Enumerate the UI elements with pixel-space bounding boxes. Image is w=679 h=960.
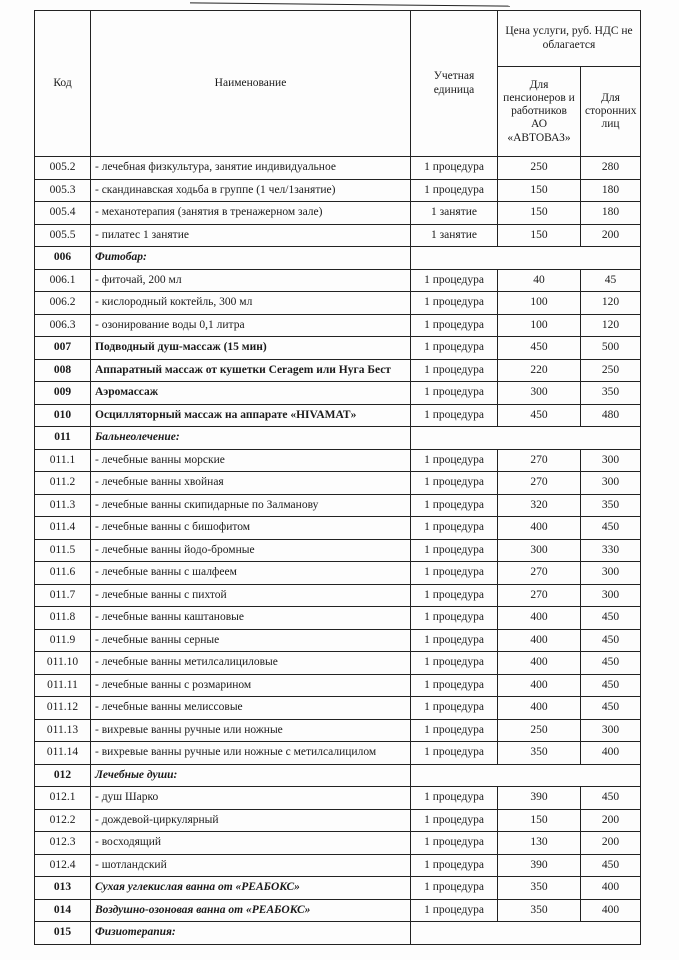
row-code: 011.4 [35,517,91,540]
table-row [35,179,641,202]
row-name: - лечебные ванны йодо-бромные [91,539,411,562]
row-price-employees: 400 [498,517,581,540]
table-row [35,899,641,922]
row-unit: 1 процедура [411,832,498,855]
row-code: 012.2 [35,809,91,832]
row-name: - лечебная физкультура, занятие индивидуальное [91,157,411,180]
row-price-employees: 350 [498,877,581,900]
row-price-employees: 150 [498,809,581,832]
table-row [35,719,641,742]
row-price-employees: 40 [498,269,581,292]
row-code: 006.3 [35,314,91,337]
row-code: 011.6 [35,562,91,585]
table-row [35,607,641,630]
row-code: 011.9 [35,629,91,652]
row-unit: 1 процедура [411,292,498,315]
row-unit: 1 процедура [411,539,498,562]
table-row [35,697,641,720]
row-price-employees: 350 [498,899,581,922]
row-price-employees: 100 [498,314,581,337]
row-price-others: 300 [581,449,641,472]
row-price-others: 180 [581,202,641,225]
row-unit: 1 процедура [411,517,498,540]
row-price-others: 480 [581,404,641,427]
row-price-others: 120 [581,314,641,337]
row-name: - лечебные ванны каштановые [91,607,411,630]
row-price-employees: 270 [498,562,581,585]
header-code: Код [35,11,91,157]
table-row [35,314,641,337]
row-name: - дождевой-циркулярный [91,809,411,832]
row-name: - вихревые ванны ручные или ножные с метилсалицилом [91,742,411,765]
row-price-employees: 320 [498,494,581,517]
row-code: 013 [35,877,91,900]
row-price-others: 250 [581,359,641,382]
row-name: - шотландский [91,854,411,877]
row-price-others: 450 [581,517,641,540]
header-price-group: Цена услуги, руб. НДС не облагается [498,11,641,67]
row-code: 011.7 [35,584,91,607]
row-price-employees: 300 [498,382,581,405]
row-name: - лечебные ванны скипидарные по Залманову [91,494,411,517]
row-name: - фиточай, 200 мл [91,269,411,292]
table-row [35,922,641,945]
row-price-employees: 350 [498,742,581,765]
row-price-others: 450 [581,674,641,697]
row-name: Физиотерапия: [91,922,411,945]
row-code: 005.3 [35,179,91,202]
row-unit: 1 процедура [411,494,498,517]
row-price-others: 400 [581,742,641,765]
row-price-employees: 390 [498,854,581,877]
row-unit: 1 процедура [411,719,498,742]
table-row [35,337,641,360]
row-price-others: 120 [581,292,641,315]
row-code: 011.3 [35,494,91,517]
row-price-others: 450 [581,854,641,877]
row-code: 007 [35,337,91,360]
row-price-employees: 390 [498,787,581,810]
row-name: Лечебные души: [91,764,411,787]
row-name: - лечебные ванны с пихтой [91,584,411,607]
row-price-others: 450 [581,629,641,652]
row-unit: 1 процедура [411,809,498,832]
row-code: 005.5 [35,224,91,247]
row-name: - восходящий [91,832,411,855]
row-unit: 1 процедура [411,584,498,607]
row-name: Бальнеолечение: [91,427,411,450]
table-row [35,404,641,427]
row-name: - лечебные ванны серные [91,629,411,652]
row-price-others: 500 [581,337,641,360]
row-empty-cell [411,247,641,270]
row-unit: 1 процедура [411,652,498,675]
row-code: 014 [35,899,91,922]
row-code: 011 [35,427,91,450]
table-row [35,382,641,405]
table-row [35,269,641,292]
row-price-employees: 150 [498,224,581,247]
row-price-others: 450 [581,697,641,720]
row-code: 011.2 [35,472,91,495]
row-code: 011.10 [35,652,91,675]
row-price-employees: 400 [498,674,581,697]
row-name: Воздушно-озоновая ванна от «РЕАБОКС» [91,899,411,922]
row-name: - озонирование воды 0,1 литра [91,314,411,337]
table-row [35,652,641,675]
table-row [35,742,641,765]
row-price-employees: 150 [498,179,581,202]
row-price-employees: 270 [498,584,581,607]
table-row [35,157,641,180]
row-unit: 1 процедура [411,404,498,427]
table-row [35,292,641,315]
table-row [35,427,641,450]
row-unit: 1 процедура [411,449,498,472]
row-code: 012 [35,764,91,787]
row-unit: 1 процедура [411,629,498,652]
row-name: - механотерапия (занятия в тренажерном зале) [91,202,411,225]
row-price-others: 200 [581,224,641,247]
table-row [35,517,641,540]
row-unit: 1 процедура [411,742,498,765]
row-unit: 1 процедура [411,157,498,180]
row-price-employees: 100 [498,292,581,315]
row-name: Подводный душ-массаж (15 мин) [91,337,411,360]
row-unit: 1 занятие [411,224,498,247]
row-price-employees: 150 [498,202,581,225]
row-code: 010 [35,404,91,427]
row-price-others: 300 [581,719,641,742]
row-unit: 1 процедура [411,607,498,630]
header-name: Наименование [91,11,411,157]
row-name: - скандинавская ходьба в группе (1 чел/1занятие) [91,179,411,202]
row-name: - вихревые ванны ручные или ножные [91,719,411,742]
price-table [34,10,641,945]
table-row [35,809,641,832]
row-name: Сухая углекислая ванна от «РЕАБОКС» [91,877,411,900]
row-price-others: 200 [581,809,641,832]
row-price-employees: 300 [498,539,581,562]
row-empty-cell [411,427,641,450]
row-unit: 1 занятие [411,202,498,225]
row-unit: 1 процедура [411,472,498,495]
row-code: 012.4 [35,854,91,877]
scan-top-rule [190,2,510,6]
table-row [35,787,641,810]
row-price-others: 450 [581,787,641,810]
row-price-employees: 400 [498,697,581,720]
row-code: 006 [35,247,91,270]
table-row [35,629,641,652]
row-unit: 1 процедура [411,697,498,720]
row-code: 006.1 [35,269,91,292]
row-name: - лечебные ванны мелиссовые [91,697,411,720]
row-price-others: 350 [581,382,641,405]
row-code: 011.1 [35,449,91,472]
row-code: 011.5 [35,539,91,562]
row-name: - лечебные ванны морские [91,449,411,472]
row-unit: 1 процедура [411,179,498,202]
table-row [35,832,641,855]
row-unit: 1 процедура [411,787,498,810]
row-empty-cell [411,764,641,787]
row-price-employees: 250 [498,157,581,180]
header-price-employees: Для пенсионеров и работников АО «АВТОВАЗ» [498,67,581,157]
table-row [35,224,641,247]
row-price-employees: 130 [498,832,581,855]
row-code: 012.1 [35,787,91,810]
row-price-others: 300 [581,472,641,495]
row-price-others: 400 [581,899,641,922]
row-code: 006.2 [35,292,91,315]
table-row [35,494,641,517]
table-row [35,202,641,225]
header-price-others: Для сторонних лиц [581,67,641,157]
row-price-employees: 270 [498,472,581,495]
row-name: Аппаратный массаж от кушетки Ceragem или Нуга Бест [91,359,411,382]
row-code: 009 [35,382,91,405]
row-price-others: 450 [581,607,641,630]
row-name: Фитобар: [91,247,411,270]
row-name: - лечебные ванны метилсалициловые [91,652,411,675]
row-empty-cell [411,922,641,945]
row-price-employees: 270 [498,449,581,472]
row-unit: 1 процедура [411,899,498,922]
row-unit: 1 процедура [411,314,498,337]
row-name: - кислородный коктейль, 300 мл [91,292,411,315]
row-price-others: 300 [581,584,641,607]
row-price-others: 400 [581,877,641,900]
row-price-others: 200 [581,832,641,855]
row-code: 012.3 [35,832,91,855]
table-row [35,539,641,562]
row-unit: 1 процедура [411,382,498,405]
row-name: - лечебные ванны с розмарином [91,674,411,697]
row-name: - пилатес 1 занятие [91,224,411,247]
row-code: 015 [35,922,91,945]
row-price-others: 45 [581,269,641,292]
row-code: 005.2 [35,157,91,180]
row-price-employees: 400 [498,629,581,652]
table-row [35,449,641,472]
row-price-employees: 400 [498,652,581,675]
row-price-employees: 450 [498,337,581,360]
row-code: 011.13 [35,719,91,742]
row-unit: 1 процедура [411,337,498,360]
table-row [35,472,641,495]
table-row [35,764,641,787]
row-code: 011.8 [35,607,91,630]
table-row [35,359,641,382]
row-code: 005.4 [35,202,91,225]
row-price-others: 450 [581,652,641,675]
row-unit: 1 процедура [411,877,498,900]
row-unit: 1 процедура [411,269,498,292]
row-name: - лечебные ванны с бишофитом [91,517,411,540]
table-row [35,247,641,270]
row-code: 011.14 [35,742,91,765]
row-name: - душ Шарко [91,787,411,810]
row-price-employees: 250 [498,719,581,742]
row-code: 008 [35,359,91,382]
header-unit: Учетная единица [411,11,498,157]
row-name: - лечебные ванны с шалфеем [91,562,411,585]
table-row [35,584,641,607]
table-body [35,157,641,945]
row-price-others: 280 [581,157,641,180]
row-unit: 1 процедура [411,854,498,877]
table-row [35,674,641,697]
row-price-others: 350 [581,494,641,517]
row-name: - лечебные ванны хвойная [91,472,411,495]
row-name: Осцилляторный массаж на аппарате «HIVAMAT» [91,404,411,427]
row-price-employees: 400 [498,607,581,630]
row-price-employees: 220 [498,359,581,382]
table-row [35,877,641,900]
row-unit: 1 процедура [411,359,498,382]
row-price-others: 330 [581,539,641,562]
row-price-employees: 450 [498,404,581,427]
row-price-others: 180 [581,179,641,202]
price-list-page [34,10,640,945]
row-price-others: 300 [581,562,641,585]
row-code: 011.11 [35,674,91,697]
row-unit: 1 процедура [411,674,498,697]
table-row [35,562,641,585]
row-name: Аэромассаж [91,382,411,405]
row-code: 011.12 [35,697,91,720]
row-unit: 1 процедура [411,562,498,585]
table-row [35,854,641,877]
